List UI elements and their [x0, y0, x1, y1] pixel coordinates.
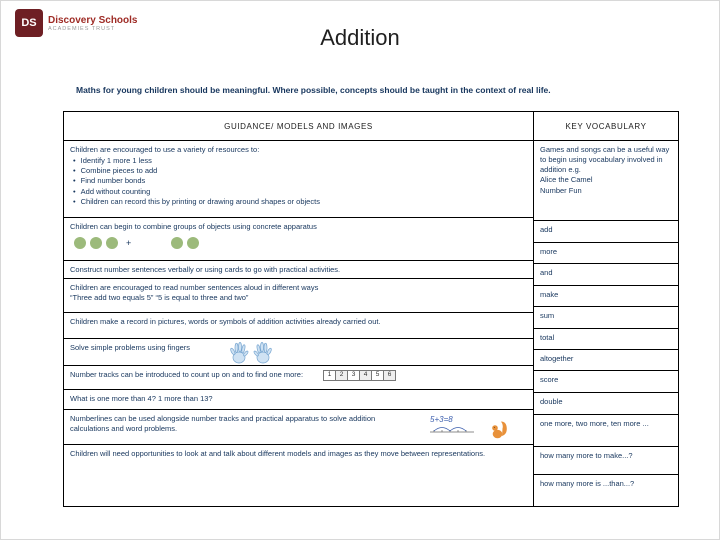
track-cell: 2	[335, 370, 348, 381]
record-row	[64, 313, 533, 339]
bullet-item: • Add without counting	[70, 187, 527, 197]
games-songs-text: Games and songs can be a useful way to begin using vocabulary involved in addition e.g.	[540, 145, 670, 175]
logo-mark-icon: DS	[15, 9, 43, 37]
construct-text: Construct number sentences verbally or using cards to go with practical activities.	[70, 265, 341, 274]
vocab-cell: score	[534, 371, 678, 393]
vocab-cell: more	[534, 243, 678, 264]
games-songs-cell	[534, 141, 678, 221]
resources-bullet-list	[70, 156, 527, 207]
guidance-table	[63, 111, 679, 507]
number-track-text: Number tracks can be introduced to count up on and to find one more:	[70, 370, 304, 380]
hands-icon	[229, 341, 273, 365]
track-cell: 6	[383, 370, 396, 381]
bullet-item: • Children can record this by printing or drawing around shapes or objects	[70, 197, 527, 207]
vocab-cell: and	[534, 264, 678, 286]
vocab-cell: one more, two more, ten more ...	[534, 415, 678, 447]
page-title: Addition	[320, 25, 400, 50]
resources-row	[64, 141, 533, 218]
one-more-row	[64, 390, 533, 410]
counter-icon	[74, 237, 86, 249]
vocab-cell: how many more is ...than...?	[540, 479, 635, 488]
resources-intro: Children are encouraged to use a variety of resources to:	[70, 145, 260, 154]
vocab-cell: how many more to make...?	[534, 447, 678, 475]
vocab-cell: altogether	[534, 350, 678, 371]
track-cell: 4	[359, 370, 372, 381]
numberlines-row	[64, 410, 533, 445]
vocab-cell: double	[534, 393, 678, 415]
bullet-item: • Combine pieces to add	[70, 166, 527, 176]
logo-tagline: ACADEMIES TRUST	[48, 25, 116, 32]
vocab-cell: make	[534, 286, 678, 307]
fingers-row	[64, 339, 533, 366]
one-more-text: What is one more than 4? 1 more than 13?	[70, 394, 213, 403]
logo-name: Discovery Schools	[48, 14, 138, 26]
song-example: Number Fun	[540, 185, 582, 195]
counter-icon	[106, 237, 118, 249]
plus-sign: +	[126, 238, 132, 249]
read-aloud-row	[64, 279, 533, 313]
number-track-row	[64, 366, 533, 390]
intro-text: Maths for young children should be meaningful. Where possible, concepts should be taught in the context of real life.	[76, 85, 551, 95]
track-cell: 1	[323, 370, 336, 381]
header-vocabulary: KEY VOCABULARY	[565, 121, 647, 131]
header-guidance: GUIDANCE/ MODELS AND IMAGES	[64, 112, 534, 140]
fingers-text: Solve simple problems using fingers	[70, 343, 191, 352]
counter-icon	[187, 237, 199, 249]
guidance-column	[64, 141, 534, 506]
representations-text: Children will need opportunities to look at and talk about different models and images as they move between representations.	[70, 449, 486, 458]
combine-groups-row	[64, 218, 533, 261]
track-cell: 5	[371, 370, 384, 381]
vocab-cell: total	[534, 329, 678, 350]
construct-row	[64, 261, 533, 279]
numberline-sum-text: 5+3=8	[430, 415, 453, 424]
bullet-item: • Identify 1 more 1 less	[70, 156, 527, 166]
record-text: Children make a record in pictures, words or symbols of addition activities already carried out.	[70, 317, 381, 326]
counter-icon	[90, 237, 102, 249]
counter-icon	[171, 237, 183, 249]
read-aloud-text: Children are encouraged to read number sentences aloud in different ways	[70, 283, 319, 292]
combine-groups-text: Children can begin to combine groups of objects using concrete apparatus	[70, 222, 317, 231]
table-header-row	[64, 112, 678, 141]
vocabulary-column	[534, 141, 678, 506]
number-track-image	[323, 370, 396, 381]
vocab-cell: add	[534, 221, 678, 243]
numberline-doodle	[426, 413, 478, 437]
representations-row	[64, 445, 533, 506]
squirrel-icon	[489, 419, 509, 441]
song-example: Alice the Camel	[540, 175, 593, 185]
track-cell: 3	[347, 370, 360, 381]
numberlines-text: Numberlines can be used alongside number tracks and practical apparatus to solve addition calculations and word problems.	[70, 414, 376, 434]
vocab-cell: sum	[534, 307, 678, 329]
read-aloud-quotes: “Three add two equals 5” “5 is equal to three and two”	[70, 293, 249, 303]
bullet-item: • Find number bonds	[70, 176, 527, 186]
counters-image	[74, 237, 527, 249]
